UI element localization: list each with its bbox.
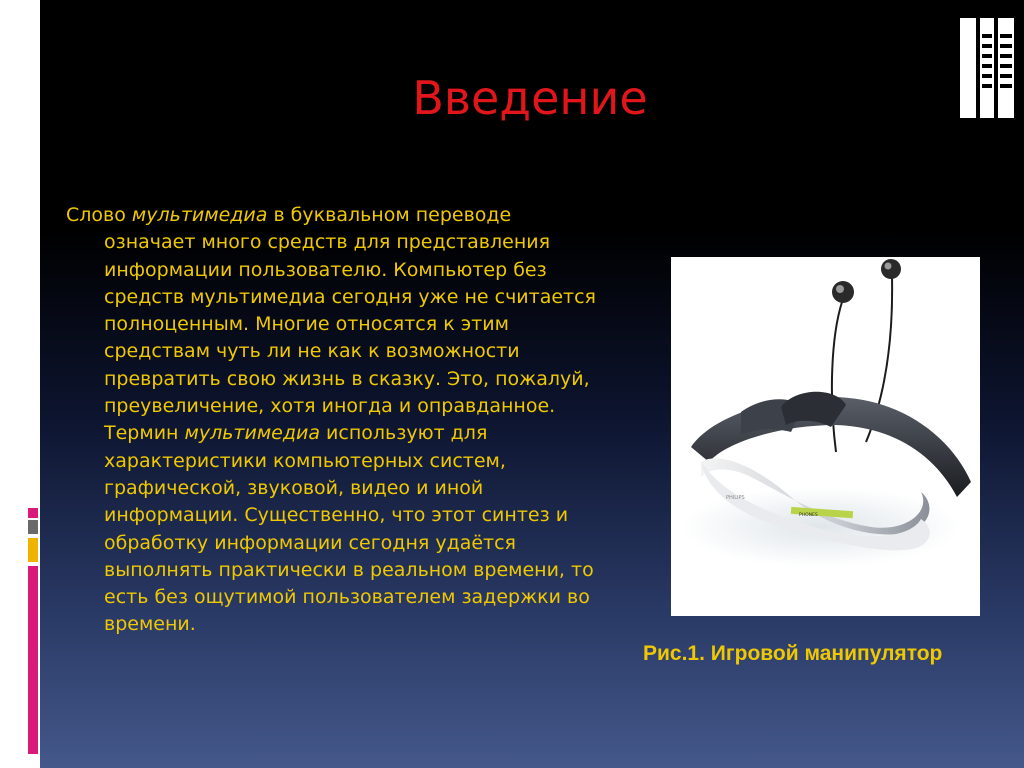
term-multimedia: мультимедиа xyxy=(184,422,320,445)
body-line: есть без ощутимой пользователем задержки во xyxy=(104,586,590,609)
accent-bar-magenta-small xyxy=(28,508,38,518)
brand-label: PHILIPS xyxy=(726,495,745,501)
body-line: характеристики компьютерных систем, xyxy=(104,449,506,472)
neckband-headphones-image xyxy=(671,257,980,616)
body-line: означает много средств для представления xyxy=(104,231,551,254)
accent-bar-yellow xyxy=(28,538,38,562)
body-line: обработку информации сегодня удаётся xyxy=(104,531,516,554)
slide-title: Введение xyxy=(412,71,648,125)
body-line xyxy=(66,202,656,229)
body-paragraph xyxy=(66,202,656,639)
document-icon xyxy=(958,14,1016,124)
body-line: преувеличение, хотя иногда и оправданное. xyxy=(104,395,556,418)
device-label: PHONES xyxy=(799,513,818,518)
body-line: выполнять практически в реальном времени, то xyxy=(104,558,594,581)
body-line: графической, звуковой, видео и иной xyxy=(104,476,484,499)
body-line: средств мультимедиа сегодня уже не считается xyxy=(104,285,596,308)
term-multimedia: мультимедиа xyxy=(131,204,268,226)
accent-bar-gray xyxy=(28,520,38,534)
headset-photo xyxy=(671,257,980,616)
body-text-fragment: в буквальном переводе xyxy=(267,204,512,226)
body-line: средствам чуть ли не как к возможности xyxy=(104,340,520,363)
body-text-fragment: Слово xyxy=(66,204,132,226)
body-line: информации пользователю. Компьютер без xyxy=(104,258,547,281)
body-line: информации. Существенно, что этот синтез и xyxy=(104,504,569,527)
body-text-fragment: используют для xyxy=(320,422,488,445)
figure-caption: Рис.1. Игровой манипулятор xyxy=(643,642,943,665)
body-line: превратить свою жизнь в сказку. Это, пожалуй, xyxy=(104,367,590,390)
body-line: полноценным. Многие относятся к этим xyxy=(104,313,509,336)
body-text-fragment: Термин xyxy=(104,422,185,445)
accent-bar-magenta-long xyxy=(28,566,38,754)
body-line xyxy=(66,420,656,447)
body-line: времени. xyxy=(104,613,196,636)
